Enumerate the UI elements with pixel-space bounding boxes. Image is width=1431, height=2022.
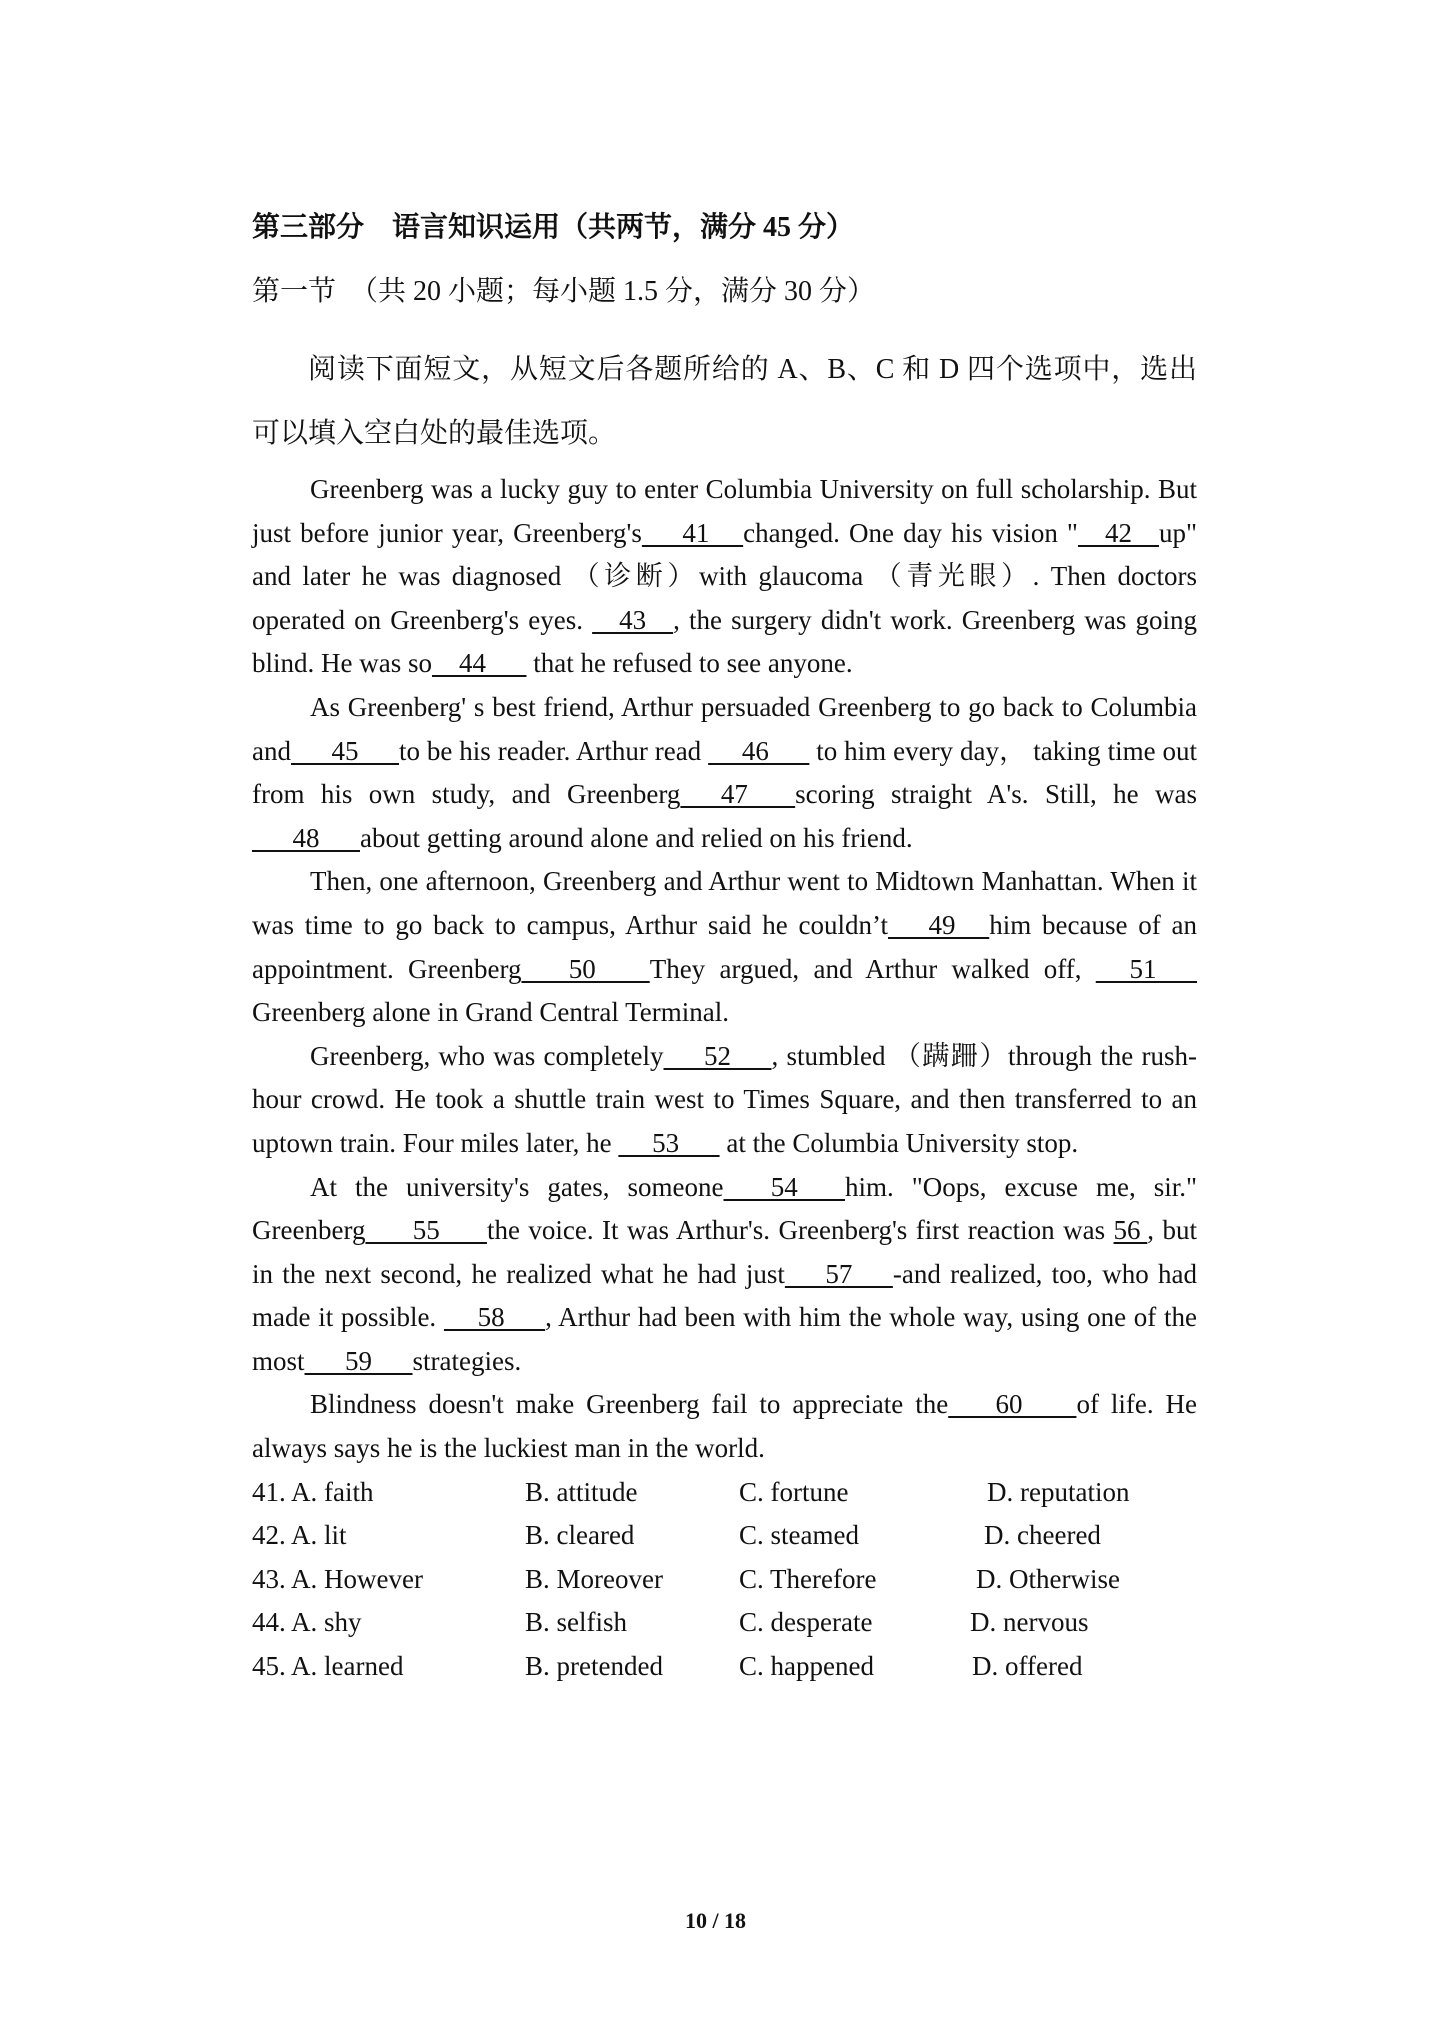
option-a: 41. A. faith bbox=[252, 1476, 374, 1507]
option-b: B. cleared bbox=[525, 1520, 635, 1551]
option-row-45 bbox=[252, 1645, 1197, 1689]
option-b: B. attitude bbox=[525, 1476, 638, 1507]
option-d: D. Otherwise bbox=[976, 1563, 1120, 1594]
option-c: C. fortune bbox=[739, 1476, 849, 1507]
option-row-43 bbox=[252, 1558, 1197, 1602]
subsection-title: 第一节 （共 20 小题；每小题 1.5 分，满分 30 分） bbox=[252, 276, 876, 307]
option-d: D. reputation bbox=[987, 1476, 1130, 1507]
page-number: 10 / 18 bbox=[684, 1908, 747, 1933]
option-b: B. pretended bbox=[525, 1651, 663, 1682]
passage-paragraph: At the university's gates, someone 54 him. "Oops, excuse me, sir." Greenberg 55 the voice. It was Arthur's. Greenberg's first reaction was 56 , but in the next second, he realized what he had just 57 -and realized, too, who had made it possible. 58 , Arthur had been with him the whole way, using one of the most 59 strategies. bbox=[252, 1166, 1197, 1384]
option-d: D. nervous bbox=[970, 1607, 1089, 1638]
option-d: D. cheered bbox=[984, 1520, 1101, 1551]
passage-paragraph: Greenberg was a lucky guy to enter Columbia University on full scholarship. But just before junior year, Greenberg's 41 changed. One day his vision " 42 up" and later he was diagnosed （诊断）with glaucoma （青光眼）. Then doctors operated on Greenberg's eyes. 43 , the surgery didn't work. Greenberg was going blind. He was so 44 that he refused to see anyone. bbox=[252, 468, 1197, 686]
blank-50: 50 bbox=[521, 953, 650, 984]
option-c: C. desperate bbox=[739, 1607, 873, 1638]
blank-55: 55 bbox=[365, 1215, 487, 1246]
blank-51: 51 bbox=[1095, 953, 1198, 984]
option-row-42 bbox=[252, 1514, 1197, 1558]
blank-58: 58 bbox=[443, 1302, 546, 1333]
option-a: 44. A. shy bbox=[252, 1607, 362, 1638]
blank-43: 43 bbox=[592, 604, 674, 635]
option-c: C. steamed bbox=[739, 1520, 859, 1551]
option-c: C. happened bbox=[739, 1651, 874, 1682]
blank-59: 59 bbox=[304, 1345, 413, 1376]
answer-options bbox=[252, 1471, 1197, 1689]
blank-49: 49 bbox=[887, 909, 990, 940]
blank-45: 45 bbox=[290, 735, 399, 766]
instructions: 阅读下面短文，从短文后各题所给的 A、B、C 和 D 四个选项中，选出可以填入空白处的最佳选项。 bbox=[252, 354, 1197, 449]
option-row-41 bbox=[252, 1471, 1197, 1515]
blank-48: 48 bbox=[252, 822, 360, 853]
blank-44: 44 bbox=[431, 648, 527, 679]
passage-paragraph: Then, one afternoon, Greenberg and Arthur went to Midtown Manhattan. When it was time to go back to campus, Arthur said he couldn’t 49 him because of an appointment. Greenberg 50 They argued, and Arthur walked off, 51 Greenberg alone in Grand Central Terminal. bbox=[252, 866, 1198, 1028]
blank-57: 57 bbox=[784, 1258, 893, 1289]
option-c: C. Therefore bbox=[739, 1563, 877, 1594]
passage-paragraph: As Greenberg' s best friend, Arthur persuaded Greenberg to go back to Columbia and 45 to be his reader. Arthur read 46 to him every day， taking time out from his own study, and Greenberg 47 scoring straight A's. Still, he was 48 about getting around alone and relied on his friend. bbox=[252, 686, 1197, 860]
blank-42: 42 bbox=[1077, 517, 1159, 548]
option-a: 43. A. However bbox=[252, 1563, 423, 1594]
blank-52: 52 bbox=[663, 1040, 772, 1071]
option-b: B. selfish bbox=[525, 1607, 628, 1638]
blank-56: 56 bbox=[1113, 1215, 1148, 1246]
option-a: 45. A. learned bbox=[252, 1651, 404, 1682]
blank-54: 54 bbox=[723, 1171, 846, 1202]
blank-53: 53 bbox=[618, 1127, 720, 1158]
page-content bbox=[252, 210, 1197, 1689]
section-title: 第三部分 语言知识运用（共两节，满分 45 分） bbox=[252, 212, 855, 243]
option-a: 42. A. lit bbox=[252, 1520, 347, 1551]
option-b: B. Moreover bbox=[525, 1563, 663, 1594]
option-row-44 bbox=[252, 1601, 1197, 1645]
blank-47: 47 bbox=[680, 779, 796, 810]
blank-60: 60 bbox=[948, 1389, 1077, 1420]
passage bbox=[252, 468, 1197, 1471]
passage-paragraph: Blindness doesn't make Greenberg fail to appreciate the 60 of life. He always says he is the luckiest man in the world. bbox=[252, 1383, 1197, 1470]
option-d: D. offered bbox=[972, 1651, 1083, 1682]
passage-paragraph: Greenberg, who was completely 52 , stumbled （蹒跚）through the rush-hour crowd. He took a shuttle train west to Times Square, and then transferred to an uptown train. Four miles later, he 53 at the Columbia University stop. bbox=[252, 1035, 1197, 1166]
blank-41: 41 bbox=[641, 517, 744, 548]
blank-46: 46 bbox=[708, 735, 810, 766]
